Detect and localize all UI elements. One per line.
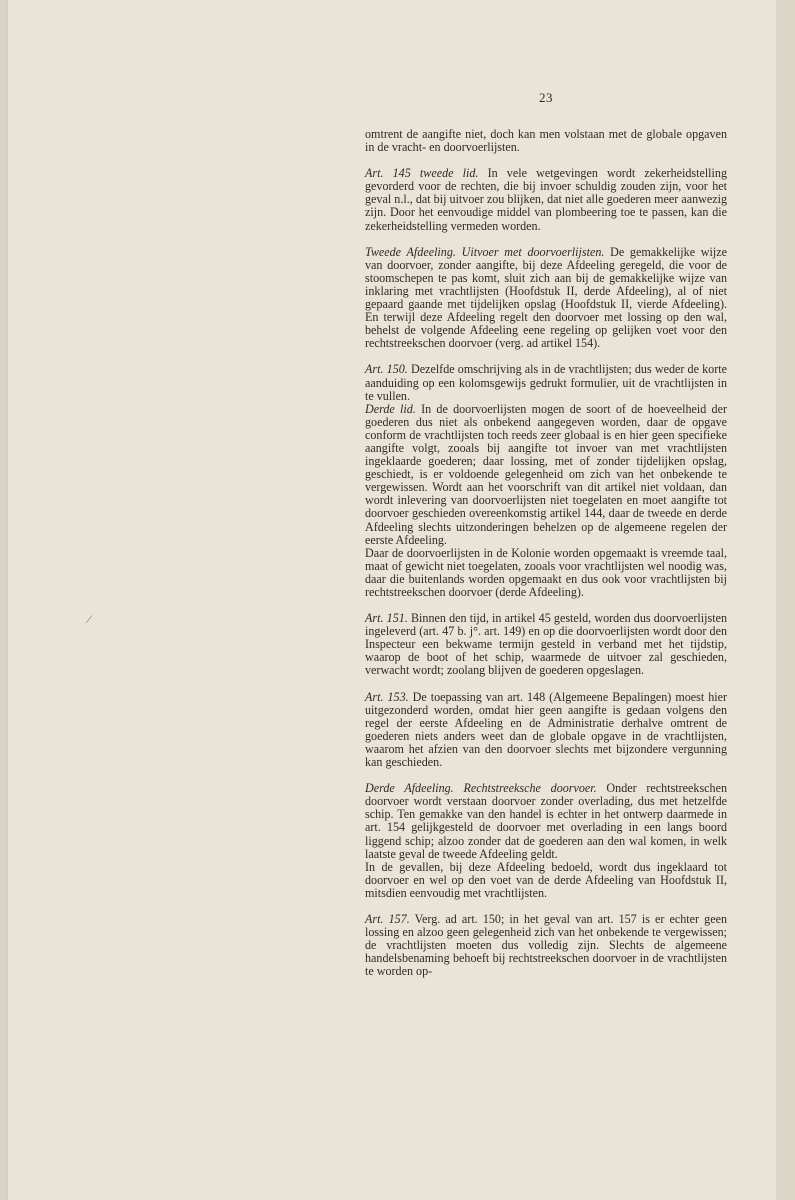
paragraph [365, 691, 727, 770]
paragraph-body: Onder rechtstreekschen doorvoer wordt verstaan doorvoer zonder overlading, dus met hetzelfde schip. Ten gemakke van den handel is echter in het ontwerp daarmede in art. 154 gelijkgesteld de doorvoer met overlading in een langs boord liggend schip; alzoo zonder dat de goederen aan den wal komen, in welk laatste geval de tweede Afdeeling geldt. [365, 781, 727, 861]
paragraph [365, 547, 727, 599]
paragraph-lead: Art. 145 tweede lid. [365, 166, 479, 181]
paragraph-body: Verg. ad art. 150; in het geval van art. 157 is er echter geen lossing en alzoo geen gelegenheid zich van het onbekende te vergewissen; de vrachtlijsten moeten dus volledig zijn. Slechts de algemeene handelsbenaming behoeft bij rechtstreekschen doorvoer in de vrachtlijsten te worden op- [365, 911, 727, 979]
paragraph-body: Dezelfde omschrijving als in de vrachtlijsten; dus weder de korte aanduiding op een kolomsgewijs gedrukt formulier, uit de vrachtlijsten in te vullen. [365, 362, 727, 403]
paragraph-lead: Art. 153. [365, 689, 409, 704]
scan-edge [776, 0, 795, 1200]
page-number: 23 [539, 90, 553, 105]
paragraph-lead: Art. 157. [365, 911, 410, 926]
paragraph-body: In vele wetgevingen wordt zekerheidstelling gevorderd voor de rechten, die bij invoer schuldig zouden zijn, voor het geval n.l., dat bij uitvoer zou blijken, dat niet alle goederen meer aanwezig zijn. Door het eenvoudige middel van plombeering toe te passen, kan die zekerheidstelling vermeden worden. [365, 166, 728, 233]
paragraph-body: In de doorvoerlijsten mogen de soort of de hoeveelheid der goederen dus niet als onbekend aangegeven worden, daar de opgave conform de vrachtlijsten toch reeds zeer globaal is en hier geen specifieke aangifte volgt, zooals bij aangifte tot invoer van met vrachtlijsten ingeklaarde goederen; daar lossing, met of zonder tijdelijken opslag, geschiedt, is er voldoende gelegenheid om zich van het onbekende te vergewissen. Wordt aan het voorschrift van dit artikel niet voldaan, dan wordt inlevering van doorvoerlijsten niet toegelaten en moet aangifte tot doorvoer geschieden overeenkomstig artikel 144, daar de tweede en derde Afdeeling slechts uitzonderingen behelzen op de algemeene regelen der eerste Afdeeling. [365, 401, 727, 547]
paragraph [365, 246, 727, 351]
paragraph [365, 128, 727, 154]
paragraph-lead: Art. 151. [365, 611, 408, 626]
paragraph [365, 612, 727, 677]
paragraph-body: In de gevallen, bij deze Afdeeling bedoeld, wordt dus ingeklaard tot doorvoer en wel op den voet van de derde Afdeeling van Hoofdstuk II, mitsdien eenvoudig met vrachtlijsten. [365, 859, 727, 900]
paragraph-lead: Derde Afdeeling. Rechtstreeksche doorvoer. [365, 781, 597, 796]
paragraph-body: Binnen den tijd, in artikel 45 gesteld, worden dus doorvoerlijsten ingeleverd (art. 47 b. j°. art. 149) en op die doorvoerlijsten wordt door den Inspecteur een bekwame termijn gesteld in verband met het tijdstip, waarop de boot of het schip, waarmede de uitvoer zal geschieden, verwacht wordt; zoolang blijven de goederen opgeslagen. [365, 611, 727, 678]
paragraph-lead: Tweede Afdeeling. Uitvoer met doorvoerlijsten. [365, 244, 605, 259]
paragraph [365, 782, 727, 861]
paragraph-lead: Derde lid. [365, 401, 416, 416]
paragraph-body: De toepassing van art. 148 (Algemeene Bepalingen) moest hier uitgezonderd worden, omdat hier geen aangifte is gedaan volgens den regel der eerste Afdeeling en de Administratie derhalve omtrent de goederen niets anders weet dan de globale opgave in de vrachtlijsten, waarom het afzien van den doorvoer slechts met bijzondere vergunning kan geschieden. [365, 689, 727, 770]
pencil-mark-icon: ⁄ [88, 612, 91, 626]
paragraph-body: De gemakkelijke wijze van doorvoer, zonder aangifte, bij deze Afdeeling geregeld, die voor de stoomschepen te pas komt, sluit zich aan bij de gemakkelijke wijze van inklaring met vrachtlijsten (Hoofdstuk II, derde Afdeeling), al of niet gepaard gaande met tijdelijken opslag (Hoofdstuk II, vierde Afdeeling). En terwijl deze Afdeeling regelt den doorvoer met lossing op den wal, behelst de volgende Afdeeling eene regeling op gelijken voet voor den rechtstreekschen doorvoer (verg. ad artikel 154). [365, 244, 727, 351]
paragraph-body: Daar de doorvoerlijsten in de Kolonie worden opgemaakt is vreemde taal, maat of gewicht niet toegelaten, zooals voor vrachtlijsten wel noodig was, daar die buitenlands worden opgemaakt en dus ook voor vrachtlijsten bij rechtstreekschen doorvoer (derde Afdeeling). [365, 545, 727, 599]
paragraph [365, 861, 727, 900]
paragraph [365, 403, 727, 547]
paragraph [365, 167, 727, 232]
paragraph-body: omtrent de aangifte niet, doch kan men volstaan met de globale opgaven in de vracht- en doorvoerlijsten. [365, 127, 727, 155]
paragraph [365, 913, 727, 978]
body-text [365, 128, 727, 978]
paragraph-lead: Art. 150. [365, 362, 408, 377]
paragraph [365, 363, 727, 402]
